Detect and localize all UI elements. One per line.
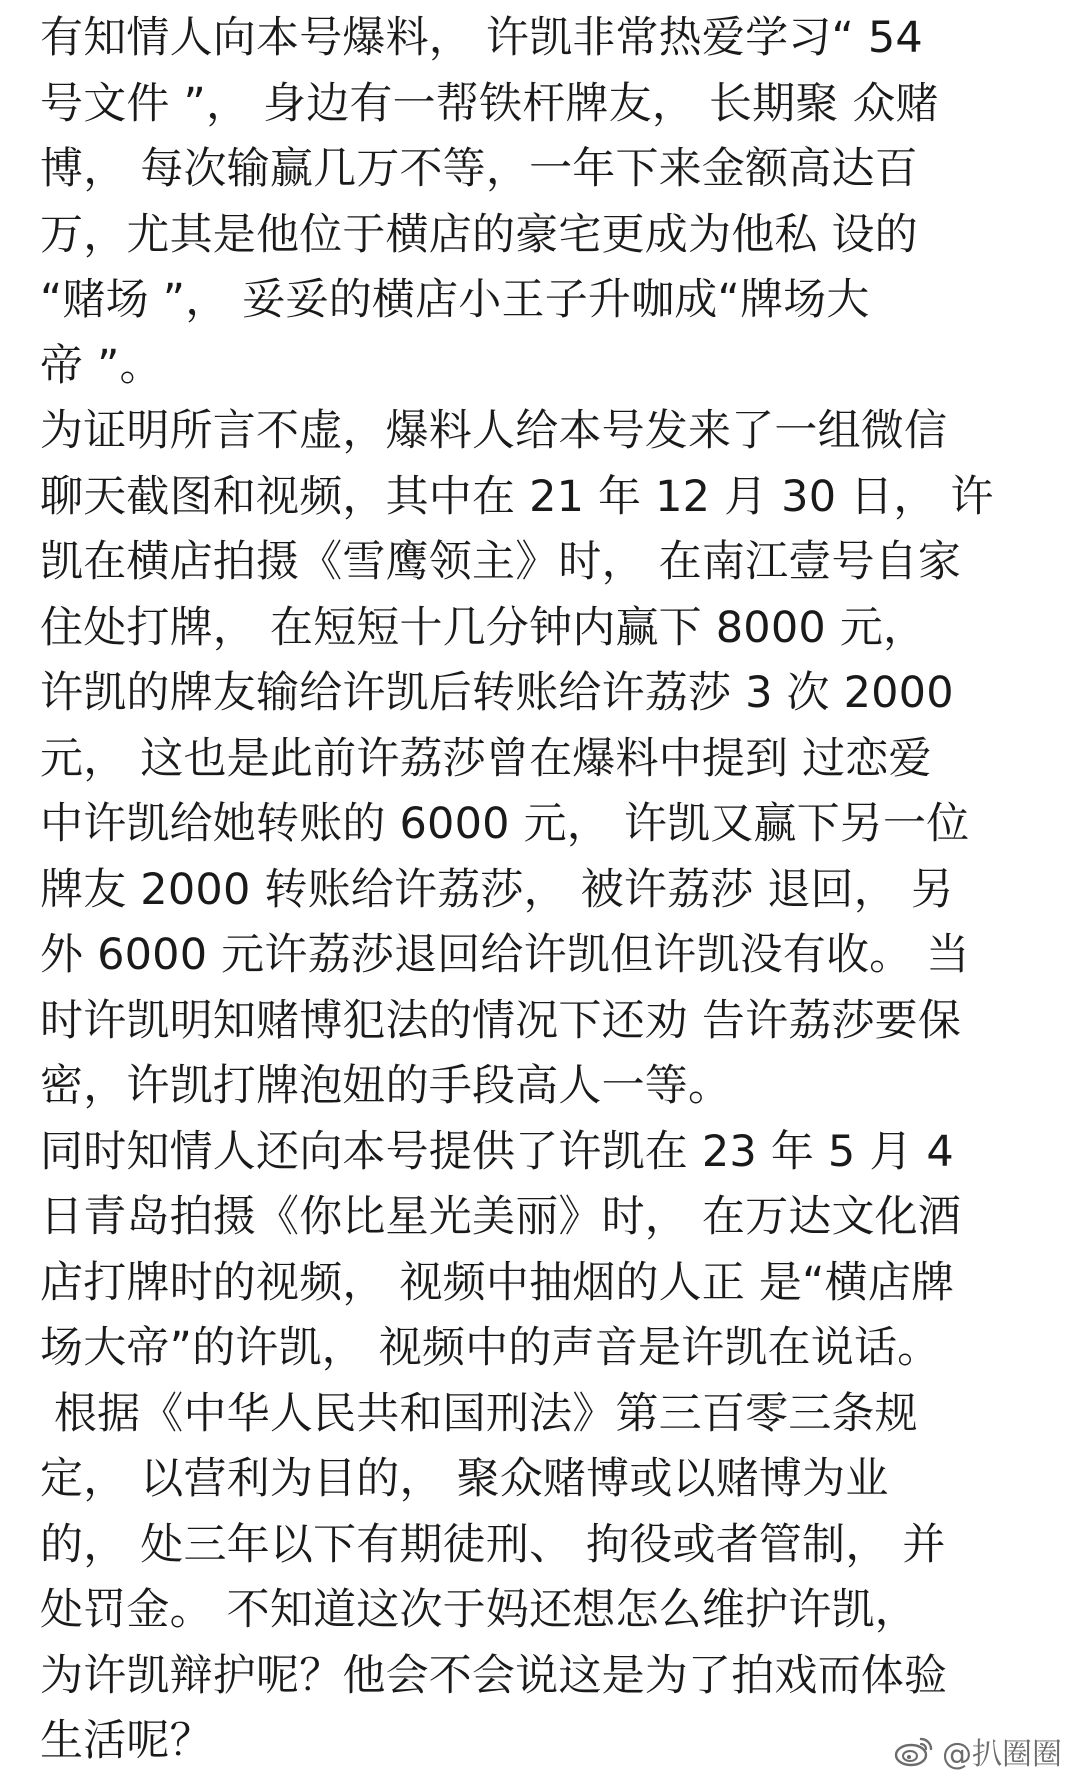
text-line: 处罚金。 不知道这次于妈还想怎么维护许凯， bbox=[40, 1585, 918, 1635]
text-line: 时许凯明知赌博犯法的情况下还劝 告许荔莎要保 bbox=[40, 995, 962, 1046]
text-line: 中许凯给她转账的 6000 元， 许凯又赢下另一位 bbox=[40, 799, 970, 849]
text-line: 外 6000 元许荔莎退回给许凯但许凯没有收。 当 bbox=[40, 930, 970, 980]
text-line: 博， 每次输赢几万不等，一年下来金额高达百 bbox=[40, 144, 918, 194]
watermark bbox=[894, 1729, 1062, 1773]
watermark-text: @扒圈圈 bbox=[942, 1737, 1062, 1772]
text-line: 元， 这也是此前许荔莎曾在爆料中提到 过恋爱 bbox=[40, 733, 932, 784]
text-line: 日青岛拍摄《你比星光美丽》时， 在万达文化酒 bbox=[40, 1192, 962, 1242]
text-line: 牌友 2000 转账给许荔莎， 被许荔莎 退回， 另 bbox=[40, 864, 954, 915]
text-line: 的， 处三年以下有期徒刑、 拘役或者管制， 并 bbox=[40, 1519, 946, 1570]
text-line: 凯在横店拍摄《雪鹰领主》时， 在南江壹号自家 bbox=[40, 537, 962, 587]
text-line: 号文件 ”， 身边有一帮铁杆牌友， 长期聚 众赌 bbox=[40, 78, 939, 129]
text-line: 生活呢？ bbox=[40, 1716, 213, 1766]
text-line: 店打牌时的视频， 视频中抽烟的人正 是“横店牌 bbox=[40, 1257, 955, 1308]
text-line: 有知情人向本号爆料， 许凯非常热爱学习“ 54 bbox=[40, 13, 923, 63]
text-line: 聊天截图和视频，其中在 21 年 12 月 30 日， 许 bbox=[40, 471, 994, 522]
text-line: 同时知情人还向本号提供了许凯在 23 年 5 月 4 bbox=[40, 1126, 954, 1177]
text-line: 万，尤其是他位于横店的豪宅更成为他私 设的 bbox=[40, 209, 918, 260]
text-line: “赌场 ”， 妥妥的横店小王子升咖成“牌场大 bbox=[40, 275, 870, 325]
text-line: 住处打牌， 在短短十几分钟内赢下 8000 元， bbox=[40, 602, 927, 653]
text-line: 场大帝”的许凯， 视频中的声音是许凯在说话。 bbox=[40, 1323, 941, 1373]
text-line: 帝 ”。 bbox=[40, 340, 163, 391]
text-line: 许凯的牌友输给许凯后转账给许荔莎 3 次 2000 bbox=[40, 668, 954, 718]
text-line: 根据《中华人民共和国刑法》第三百零三条规 bbox=[40, 1388, 918, 1439]
weibo-icon bbox=[894, 1735, 934, 1767]
text-line: 为证明所言不虚，爆料人给本号发来了一组微信 bbox=[40, 406, 948, 456]
text-line: 密，许凯打牌泡妞的手段高人一等。 bbox=[40, 1061, 732, 1111]
text-line: 定， 以营利为目的， 聚众赌博或以赌博为业 bbox=[40, 1454, 889, 1504]
text-line: 为许凯辩护呢？他会不会说这是为了拍戏而体验 bbox=[40, 1650, 948, 1701]
